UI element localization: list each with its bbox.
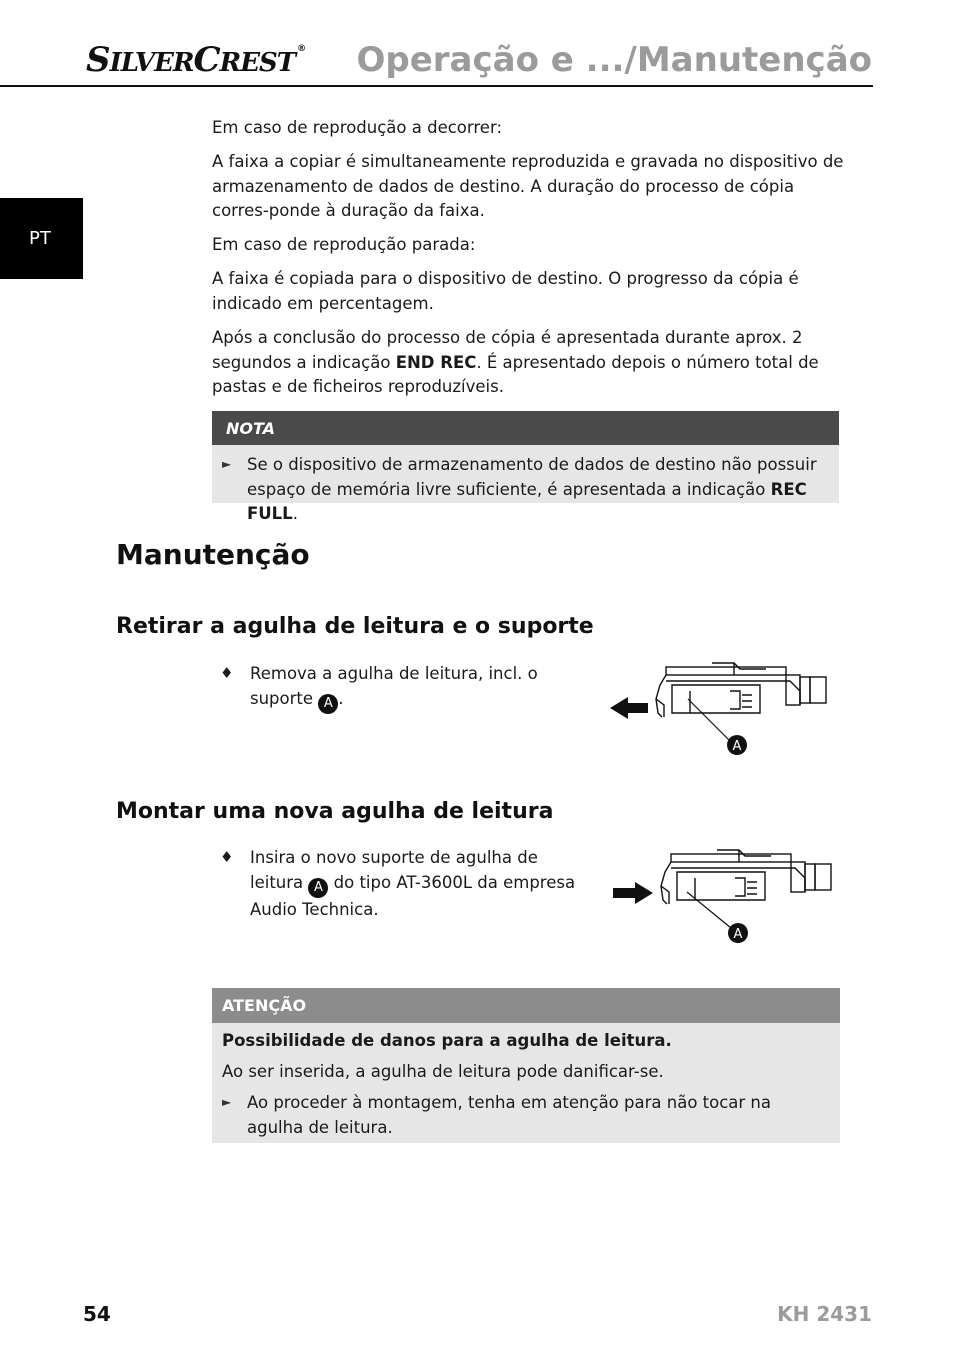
note-header (212, 411, 839, 445)
model-number: KH 2431 (777, 1302, 872, 1326)
subsection-heading-remove: Retirar a agulha de leitura e o suporte (116, 614, 594, 639)
figure-mount-stylus (605, 842, 845, 947)
warning-bullet: Ao proceder à montagem, tenha em atenção para não tocar na agulha de leitura. (247, 1093, 772, 1137)
subsection-heading-mount: Montar uma nova agulha de leitura (116, 799, 554, 824)
header-divider (0, 85, 873, 87)
warning-bold-line: Possibilidade de danos para a agulha de leitura. (222, 1031, 672, 1050)
section-title: Manutenção (116, 538, 310, 571)
paragraph: A faixa é copiada para o dispositivo de destino. O progresso da cópia é indicado em percentagem. (212, 269, 799, 313)
arrow-left-icon (610, 697, 648, 719)
brand-logo: SILVERCREST ® (86, 40, 306, 80)
svg-text:A: A (732, 739, 742, 754)
page-number: 54 (83, 1302, 111, 1326)
figure-remove-stylus (600, 655, 840, 760)
paragraph: Em caso de reprodução a decorrer: (212, 118, 503, 137)
language-label: PT (29, 228, 51, 249)
note-text: Se o dispositivo de armazenamento de dados de destino não possuir espaço de memória livre suficiente, é apresentada a indicação REC FULL. (247, 455, 817, 523)
arrow-right-icon (613, 882, 653, 904)
triangle-bullet-icon: ► (222, 457, 232, 471)
svg-text:A: A (733, 927, 743, 942)
triangle-bullet-icon: ► (222, 1095, 232, 1109)
note-label: NOTA (226, 419, 276, 438)
warning-body (212, 1023, 840, 1143)
warning-label: ATENÇÃO (222, 996, 307, 1015)
paragraph: A faixa a copiar é simultaneamente reproduzida e gravada no dispositivo de armazenamento de dados de destino. A duração do processo de cópia corres-ponde à duração da faixa. (212, 152, 844, 220)
diamond-bullet-icon: ♦ (220, 664, 234, 682)
page-title: Operação e .../Manutenção (356, 40, 872, 80)
marker-a: A (318, 694, 338, 714)
note-body (212, 445, 839, 523)
language-tab (0, 198, 83, 279)
paragraph-completion: Após a conclusão do processo de cópia é apresentada durante aprox. 2 segundos a indicação END REC. É apresentado depois o número total de pastas e de ficheiros reproduzíveis. (212, 328, 819, 396)
bullet-remove: Remova a agulha de leitura, incl. o suporte A . (250, 662, 540, 714)
diamond-bullet-icon: ♦ (220, 848, 234, 866)
marker-a: A (308, 878, 328, 898)
paragraph: Em caso de reprodução parada: (212, 235, 476, 254)
warning-line: Ao ser inserida, a agulha de leitura pode danificar-se. (222, 1062, 664, 1081)
warning-header (212, 988, 840, 1023)
bullet-mount: Insira o novo suporte de agulha de leitura A do tipo AT-3600L da empresa Audio Technica. (250, 848, 576, 919)
